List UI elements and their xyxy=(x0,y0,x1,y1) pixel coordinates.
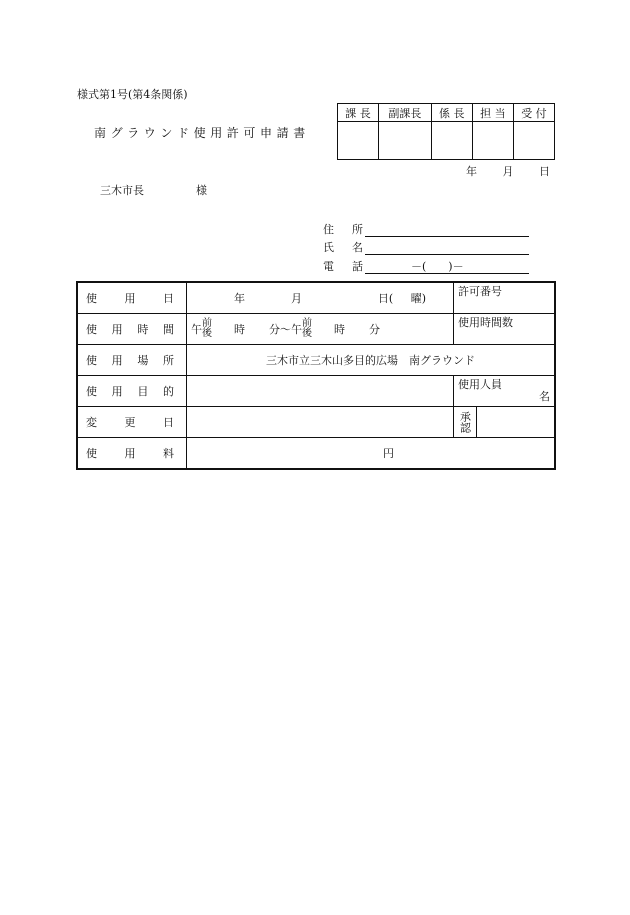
page-title: 南グラウンド使用許可申請書 xyxy=(94,126,310,140)
fee-unit: 円 xyxy=(383,447,394,460)
name-line[interactable] xyxy=(365,242,529,255)
row-fee xyxy=(77,438,555,470)
label-use-time: 使 用 時 間 xyxy=(77,314,187,345)
time-end-noon: 午 xyxy=(291,323,302,336)
time-end-hour: 時 xyxy=(334,323,345,336)
phone-separators: －( )－ xyxy=(411,260,464,273)
stamp-box-fukukacho[interactable] xyxy=(379,122,432,160)
date-month-unit: 月 xyxy=(502,165,514,178)
label-use-place: 使 用 場 所 xyxy=(77,345,187,376)
row-use-date xyxy=(77,282,555,314)
use-date-day: 日( 曜) xyxy=(377,292,427,305)
honorific: 様 xyxy=(196,184,207,197)
approval-header-uketsuke: 受 付 xyxy=(513,104,554,122)
row-use-purpose xyxy=(77,376,555,407)
permit-number-cell[interactable] xyxy=(454,282,556,314)
time-start-ampm[interactable]: 前 後 xyxy=(202,318,212,339)
row-use-time xyxy=(77,314,555,345)
label-use-purpose: 使 用 目 的 xyxy=(77,376,187,407)
approval-label: 承認 xyxy=(454,407,477,437)
row-use-place xyxy=(77,345,555,376)
approval-header-kakaricho: 係 長 xyxy=(431,104,472,122)
stamp-box-kakaricho[interactable] xyxy=(431,122,472,160)
phone-label: 電 話 xyxy=(323,260,363,273)
change-date-field[interactable] xyxy=(187,407,454,438)
address-line[interactable] xyxy=(365,224,529,237)
approval-header-fukukacho: 副課長 xyxy=(379,104,432,122)
label-use-date: 使 用 日 xyxy=(77,282,187,314)
fee-field[interactable] xyxy=(187,438,556,470)
use-date-field[interactable] xyxy=(187,282,454,314)
stamp-box-kacho[interactable] xyxy=(338,122,379,160)
attendees-label: 使用人員 xyxy=(458,378,502,391)
attendees-cell[interactable] xyxy=(454,376,556,407)
form-number: 様式第1号(第4条関係) xyxy=(77,88,188,101)
approval-stamp-table xyxy=(337,103,555,160)
phone-line[interactable] xyxy=(365,261,529,274)
time-start-minute-to: 分～ xyxy=(269,323,291,336)
attendees-unit: 名 xyxy=(539,390,550,403)
use-date-year: 年 xyxy=(233,292,245,305)
usage-hours-cell[interactable] xyxy=(454,314,556,345)
phone-field[interactable] xyxy=(323,258,529,274)
approval-header-kacho: 課 長 xyxy=(338,104,379,122)
date-year-unit: 年 xyxy=(466,165,477,178)
row-change-date xyxy=(77,407,555,438)
use-date-month: 月 xyxy=(290,292,302,305)
stamp-box-uketsuke[interactable] xyxy=(513,122,554,160)
label-fee: 使 用 料 xyxy=(77,438,187,470)
approval-header-tanto: 担 当 xyxy=(472,104,513,122)
use-place-value: 三木市立三木山多目的広場 南グラウンド xyxy=(187,345,556,376)
approval-cell xyxy=(454,407,556,438)
addressee: 三木市長 xyxy=(100,184,144,197)
date-day-unit: 日 xyxy=(539,165,550,178)
time-end-ampm[interactable]: 前 後 xyxy=(302,318,312,339)
application-table xyxy=(76,281,556,470)
name-field[interactable] xyxy=(323,239,529,255)
approval-stamp-box[interactable] xyxy=(477,407,554,437)
application-date[interactable] xyxy=(466,163,550,179)
time-end-minute: 分 xyxy=(369,323,380,336)
stamp-box-tanto[interactable] xyxy=(472,122,513,160)
name-label: 氏 名 xyxy=(323,241,363,254)
permit-number-label: 許可番号 xyxy=(458,285,502,298)
label-change-date: 変 更 日 xyxy=(77,407,187,438)
use-purpose-field[interactable] xyxy=(187,376,454,407)
usage-hours-label: 使用時間数 xyxy=(458,316,513,329)
address-label: 住 所 xyxy=(323,223,363,236)
time-start-hour: 時 xyxy=(234,323,245,336)
time-start-noon: 午 xyxy=(191,323,202,336)
use-time-field[interactable] xyxy=(187,314,454,345)
address-field[interactable] xyxy=(323,221,529,237)
